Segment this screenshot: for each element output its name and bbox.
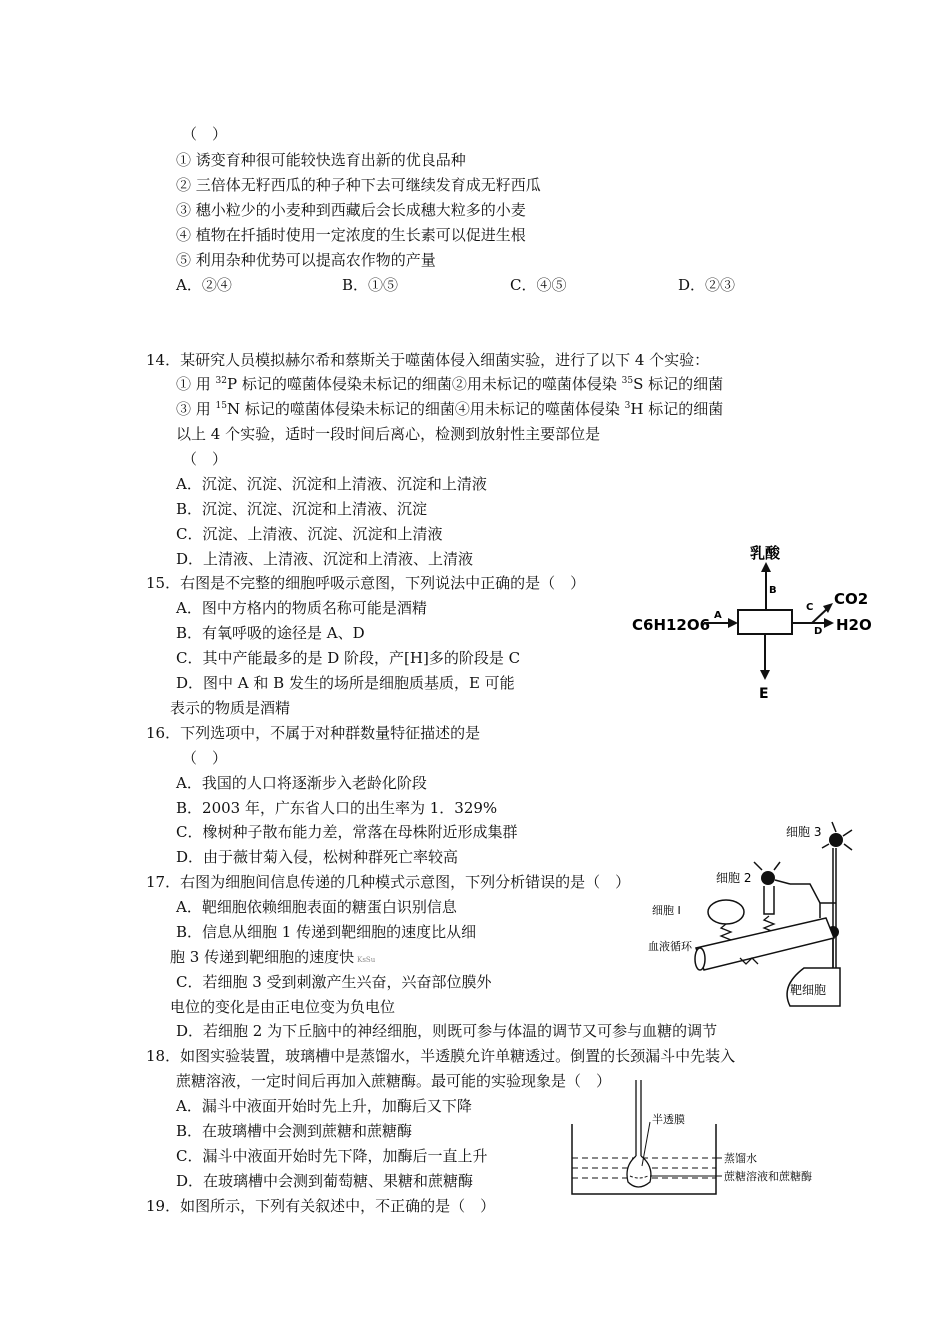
q16-paren: （ ） <box>182 749 228 767</box>
q15-option-d: D．图中 A 和 B 发生的场所是细胞质基质，E 可能 <box>176 674 515 692</box>
q18-option-c: C．漏斗中液面开始时先下降，加酶后一直上升 <box>176 1147 488 1165</box>
q15-stem: 15．右图是不完整的细胞呼吸示意图，下列说法中正确的是（ ） <box>146 574 586 592</box>
q18-option-b: B．在玻璃槽中会测到蔗糖和蔗糖酶 <box>176 1122 413 1140</box>
cell1-label: 细胞 I <box>652 904 681 917</box>
q16-option-b: B．2003 年，广东省人口的出生率为 1．329% <box>176 799 498 817</box>
q13-item-5: ⑤ 利用杂种优势可以提高农作物的产量 <box>176 251 436 269</box>
semipermeable-membrane-label: 半透膜 <box>652 1113 685 1126</box>
q14-option-b: B．沉淀、沉淀、沉淀和上清液、沉淀 <box>176 500 428 518</box>
q16-option-a: A．我国的人口将逐渐步入老龄化阶段 <box>176 774 427 792</box>
q13-item-1: ① 诱变育种很可能较快选育出新的优良品种 <box>176 151 466 169</box>
watermark-mark: KsSu <box>357 956 376 964</box>
q14-question: 以上 4 个实验，适时一段时间后离心，检测到放射性主要部位是 <box>176 425 601 443</box>
q18-option-d: D．在玻璃槽中会测到葡萄糖、果糖和蔗糖酶 <box>176 1172 474 1190</box>
q14-stem: 14．某研究人员模拟赫尔希和蔡斯关于噬菌体侵入细菌实验，进行了以下 4 个实验： <box>146 351 710 369</box>
q15-option-d-cont: 表示的物质是酒精 <box>170 699 291 717</box>
lactic-acid-label: 乳酸 <box>750 544 781 562</box>
q17-option-c: C．若细胞 3 受到刺激产生兴奋，兴奋部位膜外 <box>176 973 492 991</box>
svg-text:C: C <box>806 602 814 613</box>
q18-stem-2: 蔗糖溶液，一定时间后再加入蔗糖酶。最可能的实验现象是（ ） <box>176 1072 612 1090</box>
q14-experiment-1-2: ① 用 $^{32}$P 标记的噬菌体侵染未标记的细菌②用未标记的噬菌体侵染 $^{35}$S 标记的细菌 <box>176 375 724 393</box>
q16-option-c: C．橡树种子散布能力差，常落在母株附近形成集群 <box>176 823 518 841</box>
cell3-label: 细胞 3 <box>786 825 822 839</box>
q15-option-a: A．图中方格内的物质名称可能是酒精 <box>176 599 427 617</box>
svg-text:D: D <box>814 626 823 637</box>
h2o-label: H2O <box>836 616 872 634</box>
q17-option-b-cont: 胞 3 传递到靶细胞的速度快 KsSu <box>170 948 376 966</box>
respiration-diagram <box>628 538 876 704</box>
q13-option-c: C．④⑤ <box>510 276 567 294</box>
q17-option-b: B．信息从细胞 1 传递到靶细胞的速度比从细 <box>176 923 477 941</box>
q14-experiment-3-4: ③ 用 $^{15}$N 标记的噬菌体侵染未标记的细菌④用未标记的噬菌体侵染 $^3$H 标记的细菌 <box>176 400 724 418</box>
cell-signaling-diagram <box>640 818 860 1018</box>
q13-paren: （ ） <box>182 125 228 143</box>
q15-option-c: C．其中产能最多的是 D 阶段，产[H]多的阶段是 C <box>176 649 521 667</box>
q13-option-b: B．①⑤ <box>342 276 399 294</box>
q18-option-a: A．漏斗中液面开始时先上升，加酶后又下降 <box>176 1097 472 1115</box>
q17-option-d: D．若细胞 2 为下丘脑中的神经细胞，则既可参与体温的调节又可参与血糖的调节 <box>176 1022 718 1040</box>
q17-option-c-cont: 电位的变化是由正电位变为负电位 <box>170 998 396 1016</box>
q13-item-2: ② 三倍体无籽西瓜的种子种下去可继续发育成无籽西瓜 <box>176 176 541 194</box>
q17-option-a: A．靶细胞依赖细胞表面的糖蛋白识别信息 <box>176 898 457 916</box>
sucrose-solution-label: 蔗糖溶液和蔗糖酶 <box>724 1170 812 1183</box>
blood-circulation-label: 血液循环 <box>648 940 692 953</box>
q15-option-b: B．有氧呼吸的途径是 A、D <box>176 624 365 642</box>
q13-item-4: ④ 植物在扦插时使用一定浓度的生长素可以促进生根 <box>176 226 526 244</box>
q16-stem: 16．下列选项中，不属于对种群数量特征描述的是 <box>146 724 481 742</box>
unknown-substance-box <box>738 610 792 634</box>
q13-item-3: ③ 穗小粒少的小麦种到西藏后会长成穗大粒多的小麦 <box>176 201 526 219</box>
co2-label: CO2 <box>834 590 869 608</box>
distilled-water-label: 蒸馏水 <box>724 1152 757 1165</box>
svg-text:B: B <box>769 585 777 596</box>
q14-option-c: C．沉淀、上清液、沉淀、沉淀和上清液 <box>176 525 443 543</box>
q13-option-d: D．②③ <box>678 276 736 294</box>
q14-option-d: D．上清液、上清液、沉淀和上清液、上清液 <box>176 550 474 568</box>
e-label: E <box>759 686 769 702</box>
target-cell-label: 靶细胞 <box>790 983 827 997</box>
q19-stem: 19．如图所示，下列有关叙述中，不正确的是（ ） <box>146 1197 496 1215</box>
q14-paren: （ ） <box>182 450 228 468</box>
q14-option-a: A．沉淀、沉淀、沉淀和上清液、沉淀和上清液 <box>176 475 487 493</box>
q18-stem-1: 18．如图实验装置，玻璃槽中是蒸馏水，半透膜允许单糖透过。倒置的长颈漏斗中先装入 <box>146 1047 736 1065</box>
glucose-label: C6H12O6 <box>632 616 711 634</box>
svg-text:A: A <box>714 610 722 621</box>
osmosis-apparatus-diagram <box>566 1076 836 1200</box>
q17-stem: 17．右图为细胞间信息传递的几种模式示意图，下列分析错误的是（ ） <box>146 873 631 891</box>
q16-option-d: D．由于薇甘菊入侵，松树种群死亡率较高 <box>176 848 459 866</box>
q13-option-a: A．②④ <box>176 276 232 294</box>
cell2-label: 细胞 2 <box>716 871 752 885</box>
